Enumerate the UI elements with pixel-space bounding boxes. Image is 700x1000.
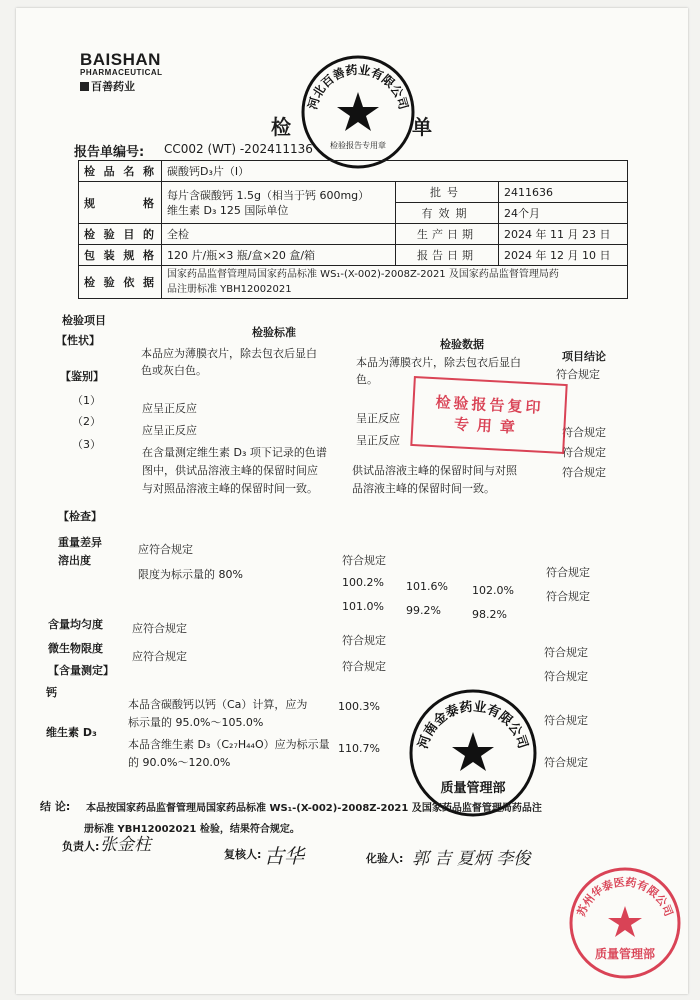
- pharmacy-seal-bottom: [568, 866, 682, 980]
- svg-text:河南金泰药业有限公司: 河南金泰药业有限公司: [415, 699, 531, 751]
- col-item: 检验项目: [62, 314, 106, 327]
- ident-data-3-1: 供试品溶液主峰的保留时间与对照: [352, 464, 517, 477]
- microbe-label: 微生物限度: [48, 642, 103, 655]
- tester-signature: 郭 吉 夏炳 李俊: [412, 849, 531, 869]
- reviewer-signature: 古华: [264, 844, 304, 868]
- microbe-result: 符合规定: [342, 660, 386, 673]
- dissolution-result: 符合规定: [342, 554, 386, 567]
- ident-result-3: 符合规定: [562, 446, 606, 459]
- tester-label: 化验人:: [366, 852, 404, 865]
- character-data-2: 色。: [356, 373, 378, 386]
- spec-label: 规格: [79, 182, 162, 224]
- report-number-label: 报告单编号:: [74, 145, 145, 160]
- conclusion-text-1: 本品按国家药品监督管理局国家药品标准 WS₁-(X-002)-2008Z-2021 及国家药品监督管理局药品注: [86, 803, 542, 814]
- ident-std-1: 应呈正反应: [142, 402, 197, 415]
- ident-data-3: 呈正反应: [356, 434, 400, 447]
- validity-label: 有效期: [396, 203, 499, 224]
- ident-3: （3）: [72, 438, 101, 451]
- vitamin-d3-std-1: 本品含维生素 D₃（C₂₇H₄₄O）应为标示量: [128, 738, 330, 751]
- report-title-left: 检: [271, 115, 297, 139]
- vitamin-d3-label: 维生素 D₃: [46, 726, 97, 739]
- conclusion-label: 结 论:: [40, 800, 71, 813]
- svg-text:检验报告专用章: 检验报告专用章: [330, 141, 386, 150]
- pack-label: 包装规格: [79, 245, 162, 266]
- character-std-1: 本品应为薄膜衣片，除去包衣后显白: [141, 347, 317, 360]
- ident-result-4: 符合规定: [562, 466, 606, 479]
- dissolution-conclusion: 符合规定: [546, 566, 590, 579]
- name-value: 碳酸钙D₃片（I）: [162, 161, 628, 182]
- ident-std-3-2: 图中，供试品溶液主峰的保留时间应: [142, 464, 318, 477]
- uniformity-std: 应符合规定: [132, 622, 187, 635]
- svg-text:质量管理部: 质量管理部: [440, 781, 506, 796]
- col-standard: 检验标准: [252, 326, 296, 339]
- vitamin-d3-std-2: 的 90.0%～120.0%: [128, 756, 231, 769]
- dissolution-value: 102.0%: [472, 584, 514, 597]
- character-result: 符合规定: [556, 368, 600, 381]
- section-inspection: 【检查】: [58, 510, 102, 523]
- batch-value: 2411636: [499, 182, 628, 203]
- report-number: CC002 (WT) -202411136: [164, 142, 313, 156]
- section-character: 【性状】: [56, 334, 100, 347]
- mfg-value: 2024 年 11 月 23 日: [499, 224, 628, 245]
- ident-result-2: 符合规定: [562, 426, 606, 439]
- dissolution-value: 99.2%: [406, 604, 441, 617]
- weight-label: 重量差异: [58, 536, 102, 549]
- ident-std-3-3: 与对照品溶液主峰的保留时间一致。: [142, 482, 318, 495]
- section-identification: 【鉴别】: [60, 370, 104, 383]
- calcium-label: 钙: [46, 686, 57, 699]
- purpose-value: 全检: [162, 224, 396, 245]
- dissolution-std: 限度为标示量的 80%: [138, 568, 243, 581]
- ident-std-2: 应呈正反应: [142, 424, 197, 437]
- dissolution-value: 98.2%: [472, 608, 507, 621]
- dissolution-value: 100.2%: [342, 576, 384, 589]
- dissolution-value: 101.6%: [406, 580, 448, 593]
- calcium-value: 100.3%: [338, 700, 380, 713]
- responsible-signature: 张金柱: [100, 835, 151, 855]
- uniformity-conclusion: 符合规定: [544, 646, 588, 659]
- ident-std-3-1: 在含量测定维生素 D₃ 项下记录的色谱: [142, 446, 327, 459]
- character-data-1: 本品为薄膜衣片，除去包衣后显白: [356, 356, 521, 369]
- report-title-right: 单: [412, 115, 438, 139]
- dissolution-value: 101.0%: [342, 600, 384, 613]
- spec-value: 每片含碳酸钙 1.5g（相当于钙 600mg） 维生素 D₃ 125 国际单位: [162, 182, 396, 224]
- pack-value: 120 片/瓶×3 瓶/盒×20 盒/箱: [162, 245, 396, 266]
- col-data: 检验数据: [440, 338, 484, 351]
- calcium-result: 符合规定: [544, 714, 588, 727]
- svg-text:苏州华泰医药有限公司: 苏州华泰医药有限公司: [574, 875, 676, 919]
- calcium-std-2: 标示量的 95.0%～105.0%: [128, 716, 264, 729]
- calcium-std-1: 本品含碳酸钙以钙（Ca）计算，应为: [128, 698, 308, 711]
- responsible-label: 负责人:: [62, 840, 100, 853]
- logo-mark-icon: [80, 82, 89, 91]
- col-conclusion: 项目结论: [562, 350, 606, 363]
- ident-1: （1）: [72, 394, 101, 407]
- logo-chinese: 百善药业: [80, 78, 135, 94]
- validity-value: 24个月: [499, 203, 628, 224]
- report-date-label: 报告日期: [396, 245, 499, 266]
- vitamin-d3-result: 符合规定: [544, 756, 588, 769]
- microbe-std: 应符合规定: [132, 650, 187, 663]
- microbe-conclusion: 符合规定: [544, 670, 588, 683]
- vitamin-d3-value: 110.7%: [338, 742, 380, 755]
- purpose-label: 检验目的: [79, 224, 162, 245]
- company-seal-top: [300, 54, 416, 170]
- conclusion-text-2: 册标准 YBH12002021 检验，结果符合规定。: [84, 824, 300, 835]
- svg-text:河北百善药业有限公司: 河北百善药业有限公司: [305, 62, 411, 111]
- mfg-label: 生产日期: [396, 224, 499, 245]
- report-page: [16, 8, 688, 994]
- basis-label: 检验依据: [79, 266, 162, 299]
- svg-text:质量管理部: 质量管理部: [594, 947, 656, 961]
- weight-std: 应符合规定: [138, 543, 193, 556]
- report-date-value: 2024 年 12 月 10 日: [499, 245, 628, 266]
- character-std-2: 色或灰白色。: [141, 364, 207, 377]
- logo-subtitle: PHARMACEUTICAL: [80, 68, 163, 77]
- dissolution-label: 溶出度: [58, 554, 91, 567]
- info-table: [78, 160, 628, 299]
- section-assay: 【含量测定】: [48, 664, 114, 677]
- batch-label: 批号: [396, 182, 499, 203]
- uniformity-label: 含量均匀度: [48, 618, 103, 631]
- ident-2: （2）: [72, 415, 101, 428]
- ident-data-2: 呈正反应: [356, 412, 400, 425]
- logo-wordmark: BAISHAN: [80, 50, 161, 69]
- copy-seal-rect: 检验报告复印 专用章: [410, 376, 567, 454]
- basis-value: 国家药品监督管理局国家药品标准 WS₁-(X-002)-2008Z-2021 及国家药品监督管理局药 品注册标准 YBH12002021: [162, 266, 628, 299]
- weight-result: 符合规定: [546, 590, 590, 603]
- uniformity-result: 符合规定: [342, 634, 386, 647]
- ident-data-3-2: 品溶液主峰的保留时间一致。: [352, 482, 495, 495]
- reviewer-label: 复核人:: [224, 848, 262, 861]
- name-label: 检品名称: [79, 161, 162, 182]
